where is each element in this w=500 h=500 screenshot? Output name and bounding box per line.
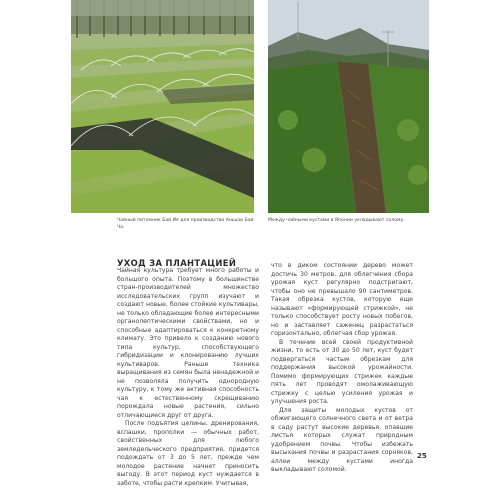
tea-rows-straw-photo: [268, 0, 429, 213]
left-photo-caption: Чайный питомник Бай Ие для производства Аньцзи Бай Ча.: [117, 218, 254, 230]
paragraph: В течение всей своей продуктивной жизни, то есть от 30 до 50 лет, куст будет подвергаться частым обрезкам для поддержания высокой урожайности. Помимо формирующих стрижек каждые пять лет проводят омолаживающую стрижку с целью усиления урожая и улучшения роста.: [271, 338, 413, 406]
section-heading: УХОД ЗА ПЛАНТАЦИЕЙ: [117, 258, 237, 268]
text-column-left: [117, 267, 259, 488]
paragraph: что в диком состоянии дерево может достичь 30 метров, для облегчения сбора урожая куст регулярно подстригают, чтобы оно не превышало 90 сантиметров. Такая обрезка кустов, которую еще называют «формирующей стрижкой», не только способствует росту новых побегов, но и заставляет саженец разрастаться горизонтально, облегчая сбор урожая.: [271, 262, 413, 338]
right-photo-caption: Между чайными кустами в Японии укладывают солому.: [268, 218, 405, 223]
paragraph: Для защиты молодых кустов от обжигающего солнечного света и от ветра в саду растут высокие деревья, опавшие листья которых служат природным удобрением почвы. Чтобы избежать высыхания почвы и разрастания сорняков, аллеи между кустами иногда выкладывают соломой.: [271, 406, 413, 474]
paragraph: После подъятия целины, дренирования, вспашки, прополки — обычных работ, свойственных для любого земледельческого предприятия, придется подождать от 3 до 5 лет, прежде чем молодое растение начнет приносить выгоду. В этот период куст нуждается в заботе, чтобы расти крепким. Учитывая,: [117, 420, 259, 487]
paragraph: Чайная культура требует много работы и большого опыта. Поэтому в большинстве стран-производителей множество исследовательских групп изучают и создают новые, более стойкие культивары, не только обладающие более интересными органолептическими свойствами, но и способные адаптироваться к конкретному климату. Это привело к созданию нового типа культур, способствующего гибридизации и клонированию лучших культиваров. Раньше техника выращивания из семян была ненадежной и не позволяла получить однородную культуру, к тому же активная способность чая к естественному скрещиванию порождала новые растения, сильно отличающиеся друг от друга.: [117, 267, 259, 419]
text-column-right: [271, 262, 413, 475]
page-number: 25: [417, 452, 427, 460]
tea-nursery-photo: [71, 0, 254, 213]
